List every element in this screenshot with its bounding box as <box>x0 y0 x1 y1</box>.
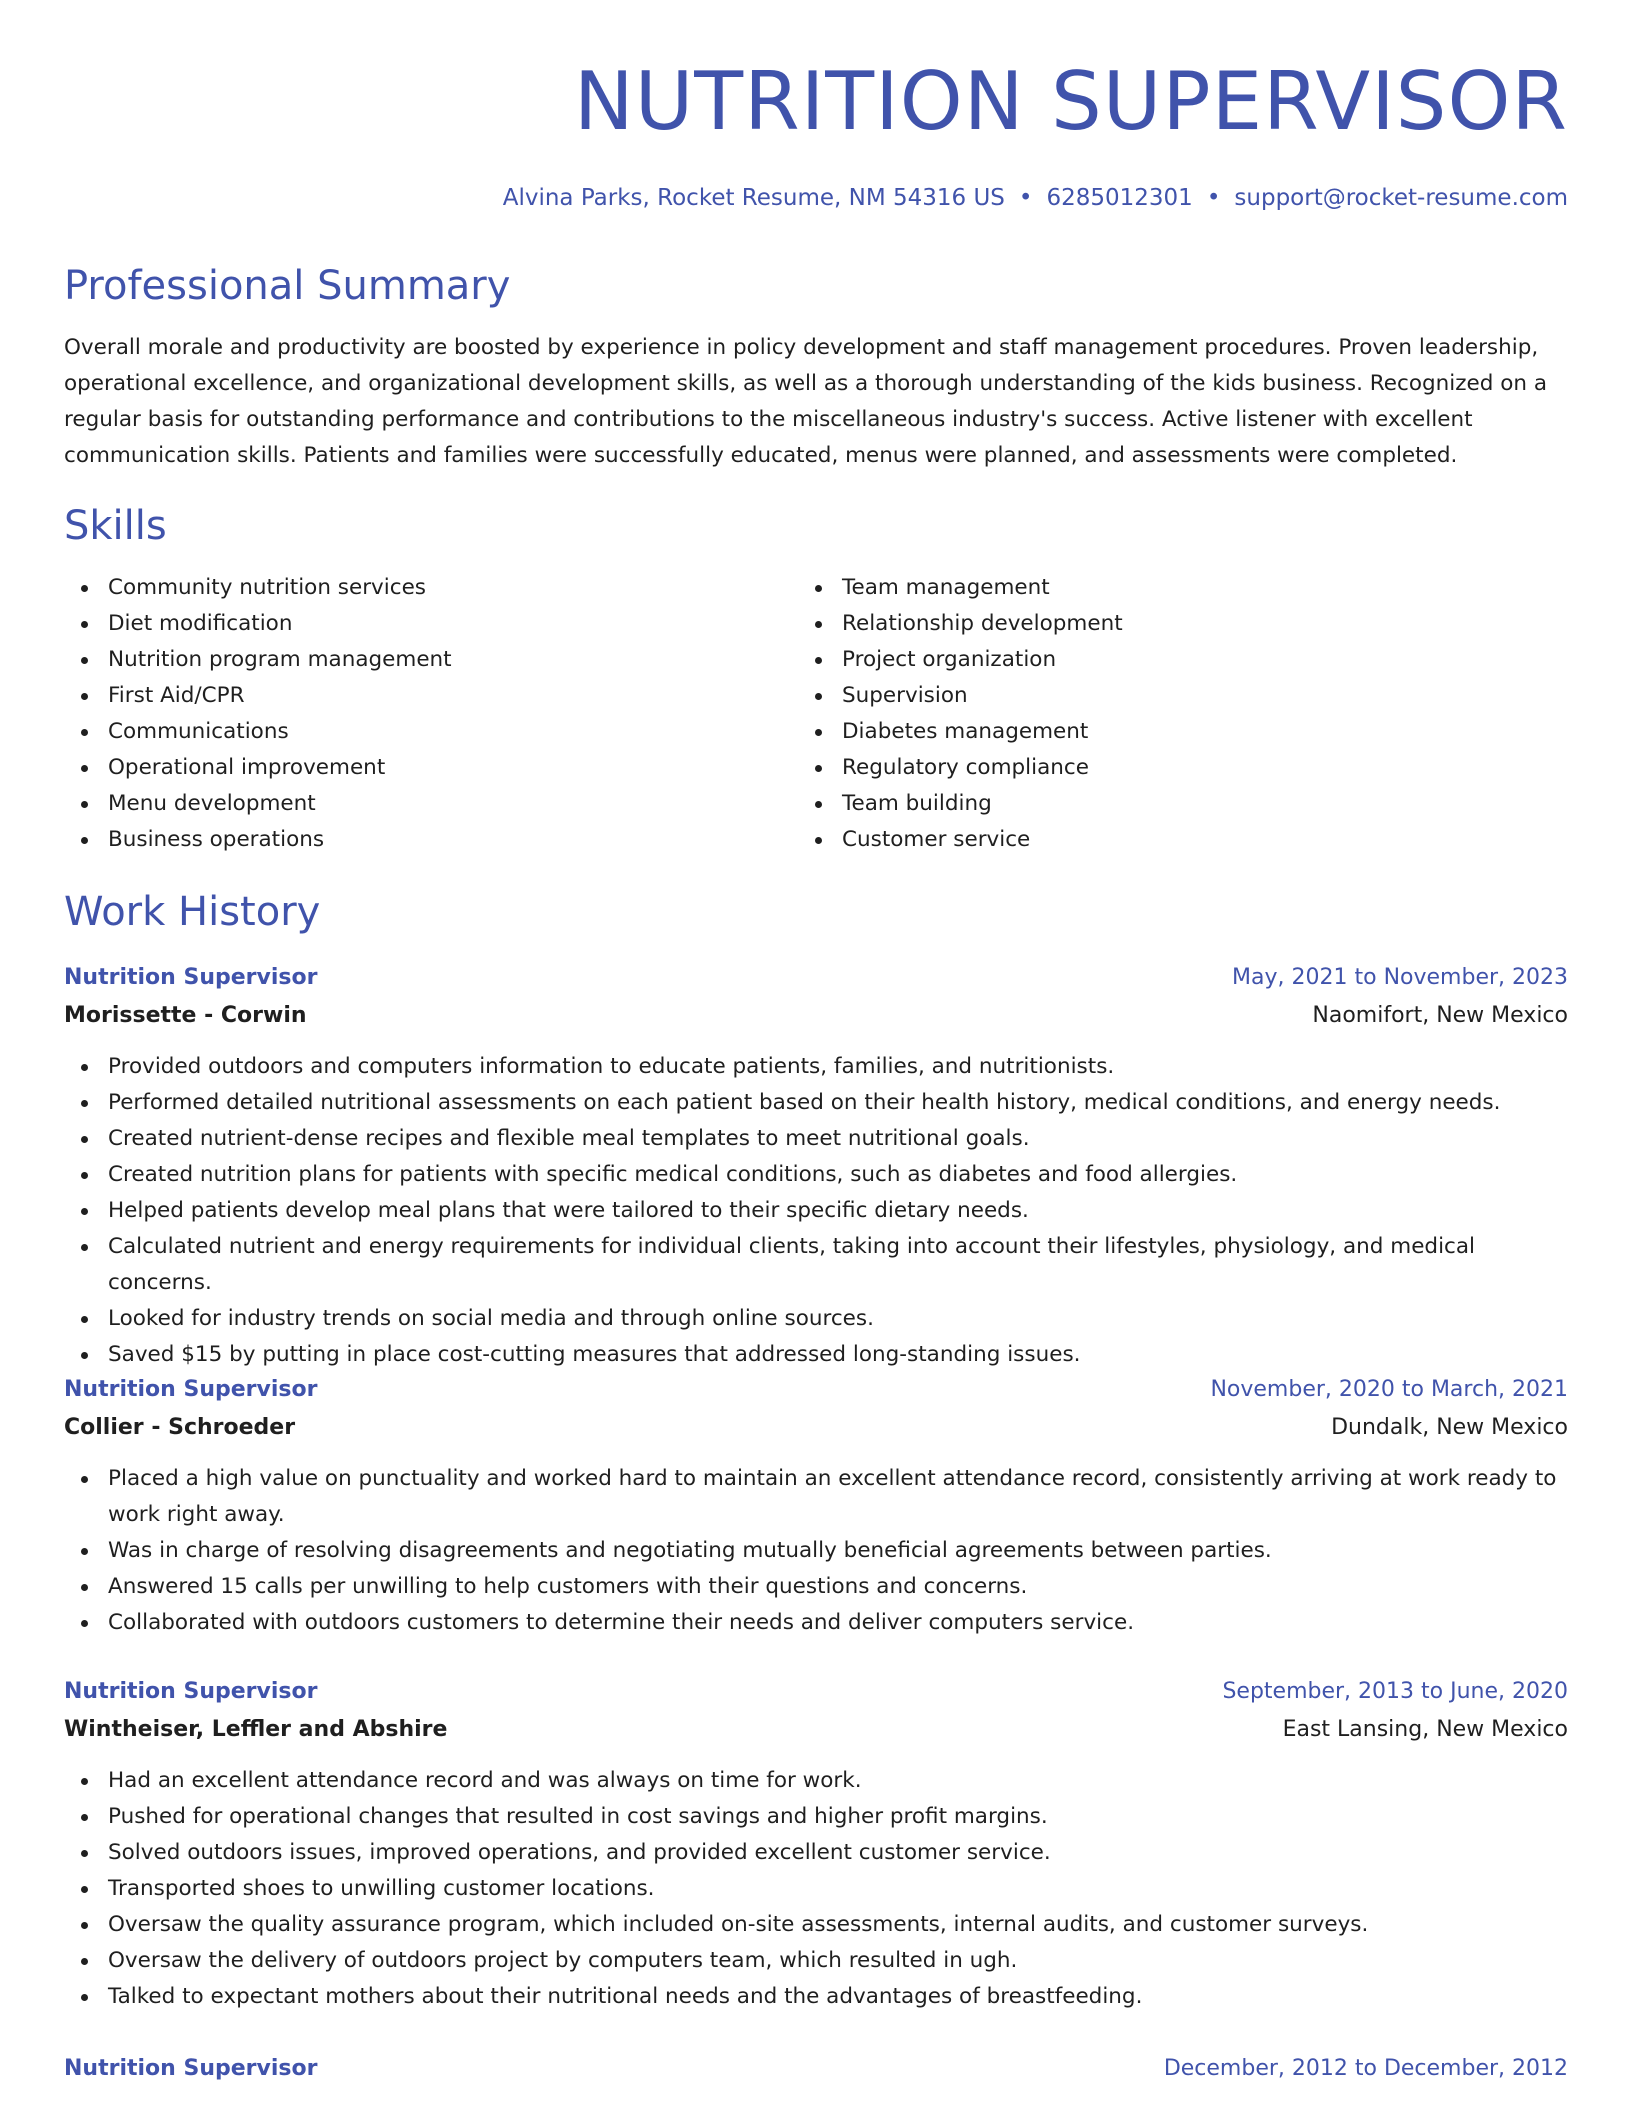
job-company: Morissette - Corwin <box>64 1003 307 1028</box>
skills-left-column <box>64 570 764 858</box>
page-title: NUTRITION SUPERVISOR <box>573 55 1568 148</box>
job-title: Nutrition Supervisor <box>64 965 318 990</box>
job-title: Nutrition Supervisor <box>64 1679 318 1704</box>
job-duties-list <box>64 1461 1568 1641</box>
list-item: Collaborated with outdoors customers to determine their needs and deliver computers service. <box>64 1605 1568 1641</box>
job-company: Collier - Schroeder <box>64 1415 296 1440</box>
list-item: First Aid/CPR <box>64 678 764 714</box>
list-item: Was in charge of resolving disagreements and negotiating mutually beneficial agreements between parties. <box>64 1533 1568 1569</box>
list-item: Project organization <box>798 642 1498 678</box>
job-dates: May, 2021 to November, 2023 <box>1232 965 1568 990</box>
list-item: Oversaw the delivery of outdoors project by computers team, which resulted in ugh. <box>64 1943 1568 1979</box>
list-item: Business operations <box>64 822 764 858</box>
list-item: Supervision <box>798 678 1498 714</box>
list-item: Talked to expectant mothers about their nutritional needs and the advantages of breastfeeding. <box>64 1979 1568 2015</box>
job-location: Naomifort, New Mexico <box>1312 1003 1568 1028</box>
contact-separator: • <box>1018 185 1033 211</box>
list-item: Communications <box>64 714 764 750</box>
list-item: Customer service <box>798 822 1498 858</box>
job-title: Nutrition Supervisor <box>64 1377 318 1402</box>
job-company-row <box>64 1711 1568 1749</box>
list-item: Saved $15 by putting in place cost-cutting measures that addressed long-standing issues. <box>64 1337 1568 1373</box>
section-heading-skills: Skills <box>64 503 167 549</box>
contact-address: Alvina Parks, Rocket Resume, NM 54316 US <box>502 185 1005 211</box>
resume-page <box>64 0 1568 2081</box>
contact-phone: 6285012301 <box>1046 185 1193 211</box>
job-entry <box>64 1371 1568 1641</box>
list-item: Regulatory compliance <box>798 750 1498 786</box>
job-company-row <box>64 997 1568 1035</box>
list-item: Calculated nutrient and energy requirements for individual clients, taking into account their lifestyles, physiology, and medical concerns. <box>64 1229 1568 1301</box>
list-item: Created nutrient-dense recipes and flexible meal templates to meet nutritional goals. <box>64 1121 1568 1157</box>
job-location: Dundalk, New Mexico <box>1331 1415 1568 1440</box>
list-item: Nutrition program management <box>64 642 764 678</box>
job-duties-list <box>64 1049 1568 1373</box>
job-duties-list <box>64 1763 1568 2015</box>
job-header-row <box>64 1371 1568 1409</box>
list-item: Diabetes management <box>798 714 1498 750</box>
job-entry <box>64 959 1568 1373</box>
list-item: Team management <box>798 570 1498 606</box>
list-item: Answered 15 calls per unwilling to help customers with their questions and concerns. <box>64 1569 1568 1605</box>
list-item: Placed a high value on punctuality and worked hard to maintain an excellent attendance record, consistently arriving at work ready to work right away. <box>64 1461 1568 1533</box>
job-entry <box>64 1673 1568 2015</box>
skills-right-column <box>798 570 1498 858</box>
skills-list-left <box>64 570 764 858</box>
list-item: Solved outdoors issues, improved operations, and provided excellent customer service. <box>64 1835 1568 1871</box>
list-item: Provided outdoors and computers information to educate patients, families, and nutritionists. <box>64 1049 1568 1085</box>
list-item: Diet modification <box>64 606 764 642</box>
list-item: Team building <box>798 786 1498 822</box>
job-header-row <box>64 2050 1568 2088</box>
section-heading-summary: Professional Summary <box>64 263 511 309</box>
job-dates: September, 2013 to June, 2020 <box>1222 1679 1568 1704</box>
list-item: Menu development <box>64 786 764 822</box>
contact-separator: • <box>1206 185 1221 211</box>
job-header-row <box>64 1673 1568 1711</box>
list-item: Helped patients develop meal plans that were tailored to their specific dietary needs. <box>64 1193 1568 1229</box>
list-item: Performed detailed nutritional assessments on each patient based on their health history, medical conditions, and energy needs. <box>64 1085 1568 1121</box>
list-item: Created nutrition plans for patients with specific medical conditions, such as diabetes and food allergies. <box>64 1157 1568 1193</box>
contact-line <box>64 182 1568 214</box>
list-item: Community nutrition services <box>64 570 764 606</box>
list-item: Operational improvement <box>64 750 764 786</box>
skills-list-right <box>798 570 1498 858</box>
job-company-row <box>64 1409 1568 1447</box>
job-dates: November, 2020 to March, 2021 <box>1210 1377 1568 1402</box>
list-item: Oversaw the quality assurance program, which included on-site assessments, internal audits, and customer surveys. <box>64 1907 1568 1943</box>
list-item: Looked for industry trends on social media and through online sources. <box>64 1301 1568 1337</box>
list-item: Relationship development <box>798 606 1498 642</box>
summary-text: Overall morale and productivity are boosted by experience in policy development and staff management procedures. Proven leadership, operational excellence, and organizational development skills, as well as a thorough understanding of the kids business. Recognized on a regular basis for outstanding performance and contributions to the miscellaneous industry's success. Active listener with excellent communication skills. Patients and families were successfully educated, menus were planned, and assessments were completed. <box>64 335 1548 468</box>
list-item: Transported shoes to unwilling customer locations. <box>64 1871 1568 1907</box>
job-location: East Lansing, New Mexico <box>1282 1717 1568 1742</box>
job-company: Wintheiser, Leffler and Abshire <box>64 1717 448 1742</box>
job-dates: December, 2012 to December, 2012 <box>1163 2056 1568 2081</box>
job-title: Nutrition Supervisor <box>64 2056 318 2081</box>
section-heading-work-history: Work History <box>64 889 321 935</box>
list-item: Had an excellent attendance record and was always on time for work. <box>64 1763 1568 1799</box>
list-item: Pushed for operational changes that resulted in cost savings and higher profit margins. <box>64 1799 1568 1835</box>
job-header-row <box>64 959 1568 997</box>
contact-email[interactable]: support@rocket-resume.com <box>1234 185 1568 211</box>
job-entry <box>64 2050 1568 2088</box>
